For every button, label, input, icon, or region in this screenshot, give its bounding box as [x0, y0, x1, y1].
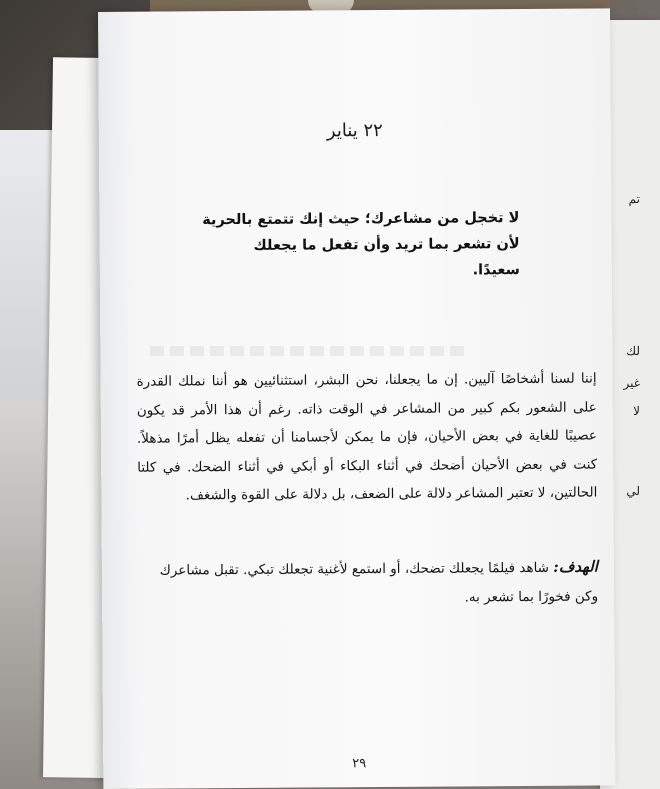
goal-label: الهدف: — [553, 557, 598, 576]
facing-page-fragment: لي — [626, 484, 640, 498]
facing-page-fragment: لك — [626, 344, 640, 358]
facing-page-fragment: غير — [623, 376, 640, 390]
goal-text: شاهد فيلمًا يجعلك تضحك، أو استمع لأغنية تجعلك تبكي. تقبل مشاعرك وكن فخورًا بما تشعر به. — [159, 559, 599, 606]
page-date: ٢٢ يناير — [326, 120, 383, 142]
book-page — [98, 8, 615, 789]
daily-quote — [159, 205, 580, 286]
quote-line: سعيدًا. — [472, 262, 520, 279]
goal-paragraph — [138, 553, 598, 615]
facing-page-fragment: لا — [633, 404, 640, 418]
quote-line: لأن تشعر بما تريد وأن تفعل ما يجعلك — [253, 236, 520, 254]
quote-line: لا تخجل من مشاعرك؛ حيث إنك تتمتع بالحرية — [202, 210, 520, 229]
facing-page-fragment: تم — [628, 192, 640, 206]
page-number: ٢٩ — [352, 756, 367, 772]
show-through-text — [150, 346, 470, 356]
body-paragraph: إننا لسنا أشخاصًا آليين. إن ما يجعلنا، نحن البشر، استثنائيين هو أننا نملك القدرة على الشعور بكم كبير من المشاعر في الوقت ذاته. رغم أن هذا الأمر قد يكون عصيبًا للغاية في بعض الأحيان، فإن ما يمكن لأجسامنا أن تفعله يظل أمرًا مذهلاً. كنت في بعض الأحيان أضحك في أثناء البكاء أو أبكي في أثناء الضحك. في كلتا الحالتين، لا تعتبر المشاعر دلالة على الضعف، بل دلالة على القوة والشغف. — [136, 370, 598, 504]
